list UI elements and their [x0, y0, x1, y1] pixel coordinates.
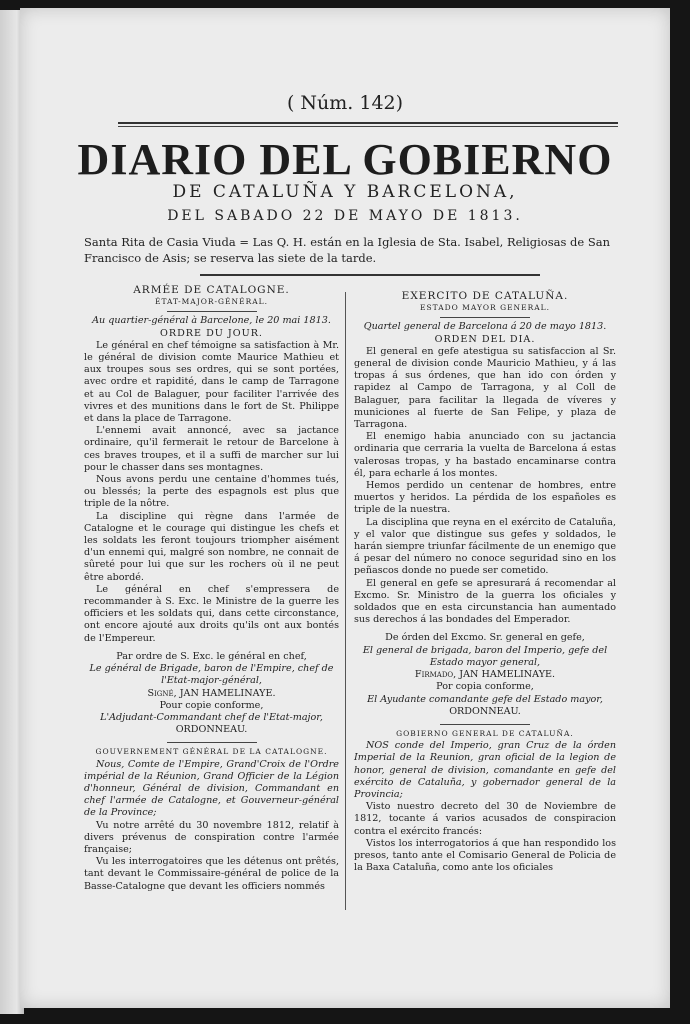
newspaper-page — [20, 8, 670, 1008]
masthead-title: DIARIO DEL GOBIERNO — [77, 135, 613, 184]
french-gov-heading: GOUVERNEMENT GÉNÉRAL DE LA CATALOGNE. — [95, 747, 328, 757]
spanish-order-title: ORDEN DEL DIA. — [434, 333, 536, 345]
french-paragraph: Le général en chef témoigne sa satisfaction à Mr. le général de division comte Maurice Mathieu et aux troupes sous ses ordres, qui se sont portées, avec ordre et rapidité, dans le camp de Tarragone et au Col de Balaguer, pour faciliter l'arrivée des vivres et des munitions dans le fort de St. Philippe et dans la place de Tarragone. — [84, 339, 339, 425]
spanish-copy: Por copia conforme, — [436, 681, 534, 693]
french-subheading: ÉTAT-MAJOR-GÉNÉRAL. — [154, 297, 268, 307]
french-heading: ARMÉE DE CATALOGNE. — [133, 284, 290, 296]
french-column — [84, 284, 339, 893]
spanish-paragraph: Hemos perdido un centenar de hombres, entre muertos y heridos. La pérdida de los españoles es triple de la nuestra. — [354, 480, 616, 516]
column-divider — [345, 292, 346, 910]
french-heading-rule — [167, 311, 257, 312]
french-general: Le général de Brigade, baron de l'Empire, chef de l'Etat-major-général, — [89, 663, 334, 687]
french-paragraph: Le général en chef s'empressera de recommander à S. Exc. le Ministre de la guerre les officiers et les soldats qui, dans cette circonstance, ont encore ajouté aux droits qu'ils ont aux bontés de l'Empereur. — [84, 583, 339, 644]
saint-of-day-notice: Santa Rita de Casia Viuda = Las Q. H. están en la Iglesia de Sta. Isabel, Religiosas de San Francisco de Asis; se reserva las siete de la tarde. — [84, 235, 611, 265]
spanish-gov-names: NOS conde del Imperio, gran Cruz de la órden Imperial de la Reunion, gran oficial de la legion de honor, general de division, comandante en gefe del exército de Cataluña, y gobernador general de la Provincia; — [354, 740, 616, 800]
french-paragraph: Nous avons perdu une centaine d'hommes tués, ou blessés; la perte des espagnols est plus que triple de la nôtre. — [84, 474, 339, 510]
masthead-subtitle: DE CATALUÑA Y BARCELONA, — [172, 182, 518, 202]
french-location: Au quartier-général à Barcelone, le 20 mai 1813. — [92, 315, 331, 327]
spanish-gov-heading: GOBIERNO GENERAL DE CATALUÑA. — [396, 728, 574, 738]
spanish-location: Quartel general de Barcelona á 20 de mayo 1813. — [363, 321, 607, 333]
french-order-title: ORDRE DU JOUR. — [160, 327, 263, 339]
spanish-adjutant-name: ORDONNEAU. — [449, 705, 521, 717]
french-copy: Pour copie conforme, — [159, 699, 264, 711]
spanish-general: El general de brigada, baron del Imperio, gefe del Estado mayor general, — [362, 644, 608, 668]
spanish-heading-rule — [440, 317, 530, 318]
spanish-section-rule — [440, 724, 530, 725]
spanish-adjutant: El Ayudante comandante gefe del Estado mayor, — [367, 693, 603, 705]
spanish-subheading: ESTADO MAYOR GENERAL. — [419, 303, 551, 313]
french-paragraph: L'ennemi avait annoncé, avec sa jactance ordinaire, qu'il fermerait le retour de Barcelone à ces braves troupes, et il a suffi de marcher sur lui pour le chasser dans ses montagnes. — [84, 425, 339, 473]
spanish-paragraph: El general en gefe atestigua su satisfaccion al Sr. general de division conde Mauricio Mathieu, y á las tropas á sus órdenes, que han ido con órden y rapidez al Campo de Tarragona, y al Coll de Balaguer, para facilitar la llegada de víveres y municiones al fuerte de San Felipe, y plaza de Tarragona. — [354, 345, 616, 431]
french-by-order: Par ordre de S. Exc. le général en chef, — [116, 650, 307, 662]
french-gov-names: Nous, Comte de l'Empire, Grand'Croix de l'Ordre impérial de la Réunion, Grand Officier de la Légion d'honneur, Général de division, Commandant en chef l'armée de Catalogne, et Gouverneur-général de la Province; — [84, 758, 339, 819]
spanish-paragraph: El general en gefe se apresurará á recomendar al Excmo. Sr. Ministro de la guerra los oficiales y soldados que en esta circunstancia han aumentado sus derechos á las bondades del Emperador. — [354, 577, 616, 626]
masthead-rule-top — [118, 122, 618, 124]
french-section-rule — [167, 742, 257, 743]
spanish-signed: Firmado, JAN HAMELINAYE. — [414, 669, 556, 681]
spanish-paragraph: Vistos los interrogatorios á que han respondido los presos, tanto ante el Comisario General de Policia de la Baxa Cataluña, como ante los oficiales — [354, 837, 616, 874]
french-adjutant: L'Adjudant-Commandant chef de l'Etat-major, — [100, 711, 323, 723]
spanish-heading: EXERCITO DE CATALUÑA. — [401, 290, 569, 302]
french-paragraph: La discipline qui règne dans l'armée de Catalogne et le courage qui distingue les chefs et les soldats les feront toujours triompher aisément d'un ennemi qui, malgré son nombre, ne connait de sûreté pour lui que sur les rochers où il ne peut être abordé. — [84, 510, 339, 583]
issue-date: DEL SABADO 22 DE MAYO DE 1813. — [167, 208, 523, 224]
french-signed: Signé, JAN HAMELINAYE. — [147, 687, 276, 699]
spanish-column — [354, 290, 616, 874]
spanish-paragraph: La disciplina que reyna en el exército de Cataluña, y el valor que distingue sus gefes y soldados, le harán siempre triunfar fácilmente de un enemigo que á pesar del número no conoce seguridad sino en los peñascos donde no puede ser cometido. — [354, 516, 616, 577]
spanish-paragraph: Visto nuestro decreto del 30 de Noviembre de 1812, tocante á varios acusados de conspiracion contra el exército francés: — [354, 801, 616, 837]
french-paragraph: Vu notre arrêté du 30 novembre 1812, relatif à divers prévenus de conspiration contre l'armée française; — [84, 819, 339, 855]
header-rule — [200, 274, 540, 276]
french-paragraph: Vu les interrogatoires que les détenus ont prêtés, tant devant le Commissaire-général de police de la Basse-Catalogne que devant les officiers nommés — [84, 856, 339, 892]
spanish-paragraph: El enemigo habia anunciado con su jactancia ordinaria que cerraria la vuelta de Barcelona á estas valerosas tropas, y ha bastado encaminarse contra él, para echarle á los montes. — [354, 431, 616, 479]
issue-number: ( Núm. 142) — [286, 92, 404, 114]
masthead-rule-top-thin — [118, 126, 618, 127]
french-adjutant-name: ORDONNEAU. — [175, 724, 248, 736]
spanish-by-order: De órden del Excmo. Sr. general en gefe, — [385, 632, 585, 644]
